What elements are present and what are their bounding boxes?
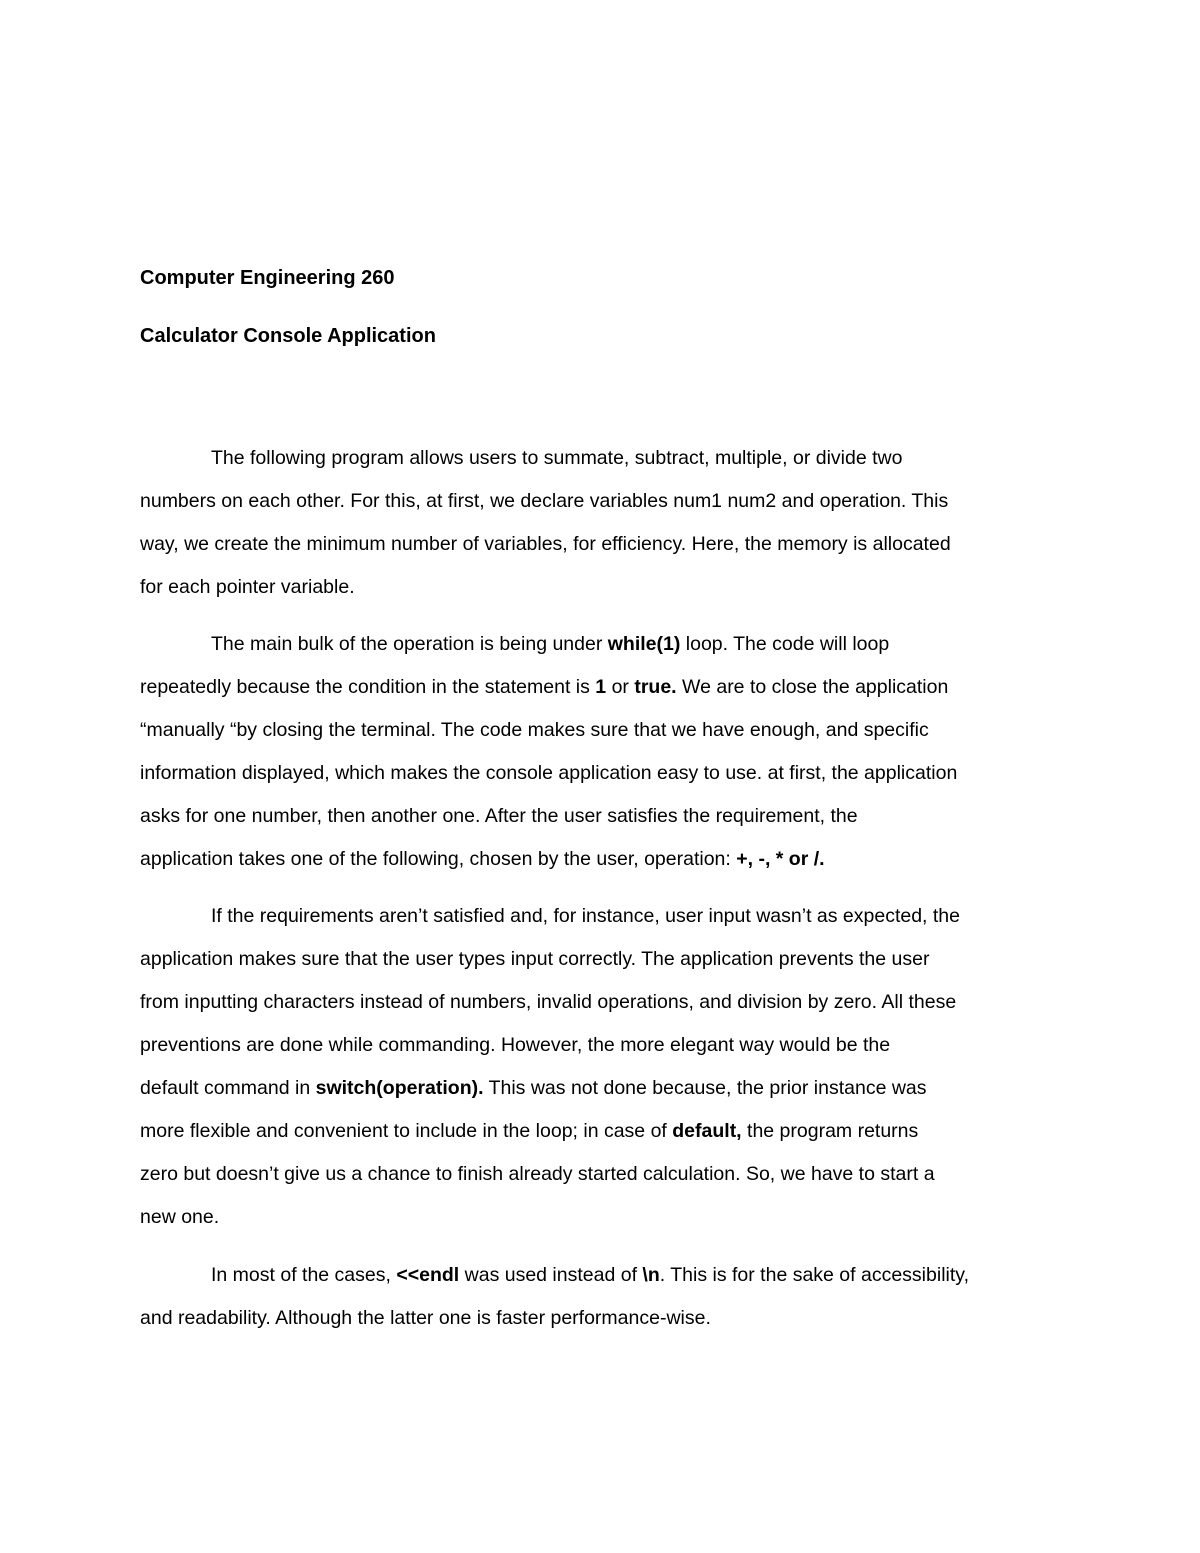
paragraph-line: and readability. Although the latter one is faster performance-wise. bbox=[140, 1307, 711, 1329]
document-subtitle: Calculator Console Application bbox=[140, 325, 436, 347]
paragraph-line: If the requirements aren’t satisfied and, for instance, user input wasn’t as expected, the bbox=[211, 905, 960, 927]
text-run: more flexible and convenient to include in the loop; in case of bbox=[140, 1120, 673, 1142]
paragraph-line bbox=[140, 838, 1056, 881]
document-title: Computer Engineering 260 bbox=[140, 267, 395, 289]
code-operators: +, -, * or /. bbox=[736, 848, 825, 870]
paragraph-line: “manually “by closing the terminal. The code makes sure that we have enough, and specific bbox=[140, 719, 929, 741]
code-keyword-while: while(1) bbox=[607, 633, 681, 655]
paragraph-line: from inputting characters instead of numbers, invalid operations, and division by zero. All these bbox=[140, 991, 957, 1013]
paragraph-line: way, we create the minimum number of variables, for efficiency. Here, the memory is allocated bbox=[140, 533, 951, 555]
paragraph-intro bbox=[140, 437, 1056, 609]
paragraph-line bbox=[140, 1110, 1056, 1153]
text-run: This was not done because, the prior instance was bbox=[483, 1077, 927, 1099]
paragraph-line: new one. bbox=[140, 1206, 220, 1228]
paragraph-line: asks for one number, then another one. After the user satisfies the requirement, the bbox=[140, 805, 858, 827]
text-run: was used instead of bbox=[459, 1264, 643, 1286]
paragraph-line bbox=[140, 623, 1056, 666]
paragraph-line bbox=[140, 666, 1056, 709]
paragraph-line bbox=[140, 1067, 1056, 1110]
text-run: We are to close the application bbox=[676, 676, 949, 698]
text-run: repeatedly because the condition in the statement is bbox=[140, 676, 596, 698]
paragraph-main-loop bbox=[140, 623, 1056, 881]
code-switch: switch(operation). bbox=[315, 1077, 484, 1099]
code-literal-one: 1 bbox=[595, 676, 607, 698]
text-run: . This is for the sake of accessibility, bbox=[659, 1264, 969, 1286]
paragraph-line: preventions are done while commanding. However, the more elegant way would be the bbox=[140, 1034, 891, 1056]
text-run: The main bulk of the operation is being under bbox=[211, 633, 608, 655]
code-endl: <<endl bbox=[396, 1264, 460, 1286]
text-run: default command in bbox=[140, 1077, 316, 1099]
code-default: default, bbox=[672, 1120, 742, 1142]
paragraph-line: The following program allows users to summate, subtract, multiple, or divide two bbox=[211, 447, 903, 469]
text-run: application takes one of the following, chosen by the user, operation: bbox=[140, 848, 737, 870]
text-run: loop. The code will loop bbox=[680, 633, 890, 655]
paragraph-line: information displayed, which makes the console application easy to use. at first, the application bbox=[140, 762, 958, 784]
paragraph-line bbox=[140, 1254, 1056, 1297]
paragraph-endl bbox=[140, 1254, 1056, 1340]
paragraph-line: zero but doesn’t give us a chance to finish already started calculation. So, we have to start a bbox=[140, 1163, 935, 1185]
paragraph-line: for each pointer variable. bbox=[140, 576, 355, 598]
paragraph-line: application makes sure that the user types input correctly. The application prevents the user bbox=[140, 948, 930, 970]
text-run: In most of the cases, bbox=[211, 1264, 397, 1286]
text-run: or bbox=[606, 676, 635, 698]
paragraph-line: numbers on each other. For this, at first, we declare variables num1 num2 and operation. This bbox=[140, 490, 949, 512]
code-newline: \n bbox=[642, 1264, 660, 1286]
text-run: the program returns bbox=[741, 1120, 919, 1142]
code-literal-true: true. bbox=[634, 676, 677, 698]
paragraph-validation bbox=[140, 895, 1056, 1239]
